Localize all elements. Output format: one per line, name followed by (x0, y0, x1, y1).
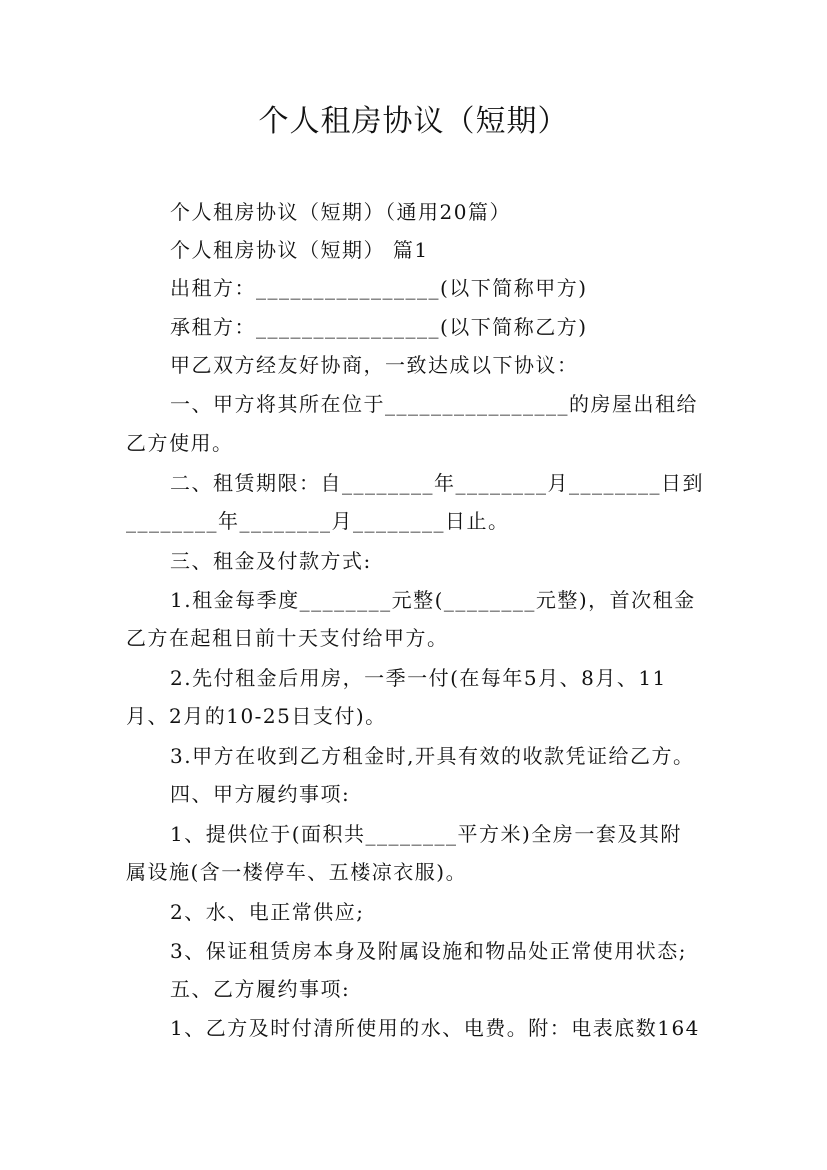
text-line: 1.租金每季度________元整(________元整)，首次租金 (170, 588, 696, 612)
text-line: 2.先付租金后用房，一季一付(在每年5月、8月、11 (170, 666, 667, 690)
text-line: 1、提供位于(面积共________平方米)全房一套及其附 (170, 822, 682, 846)
text-line: 出租方：________________(以下简称甲方) (170, 276, 588, 300)
text-line: 个人租房协议（短期）（通用20篇） (170, 200, 511, 224)
text-line: 个人租房协议（短期） 篇1 (170, 238, 429, 262)
text-line: 乙方使用。 (126, 431, 234, 455)
document-title: 个人租房协议（短期） (258, 104, 569, 139)
text-line: 五、乙方履约事项: (170, 977, 351, 1001)
text-line: 一、甲方将其所在位于________________的房屋出租给 (170, 392, 698, 416)
text-line: 二、租赁期限：自________年________月________日到 (170, 471, 704, 495)
text-line: 甲乙双方经友好协商，一致达成以下协议： (170, 353, 579, 377)
text-line: 2、水、电正常供应; (170, 900, 365, 924)
text-line: 1、乙方及时付清所使用的水、电费。附：电表底数164 (170, 1016, 700, 1040)
text-line: 属设施(含一楼停车、五楼凉衣服)。 (126, 860, 468, 884)
text-line: 3.甲方在收到乙方租金时,开具有效的收款凭证给乙方。 (170, 744, 695, 768)
text-line: 承租方：________________(以下简称乙方) (170, 315, 588, 339)
text-line: 月、2月的10-25日支付)。 (126, 704, 387, 728)
text-line: 四、甲方履约事项: (170, 782, 351, 806)
text-line: 乙方在起租日前十天支付给甲方。 (126, 626, 449, 650)
text-line: 三、租金及付款方式: (170, 549, 372, 573)
text-line: ________年________月________日止。 (126, 509, 510, 533)
text-line: 3、保证租赁房本身及附属设施和物品处正常使用状态; (170, 939, 687, 963)
